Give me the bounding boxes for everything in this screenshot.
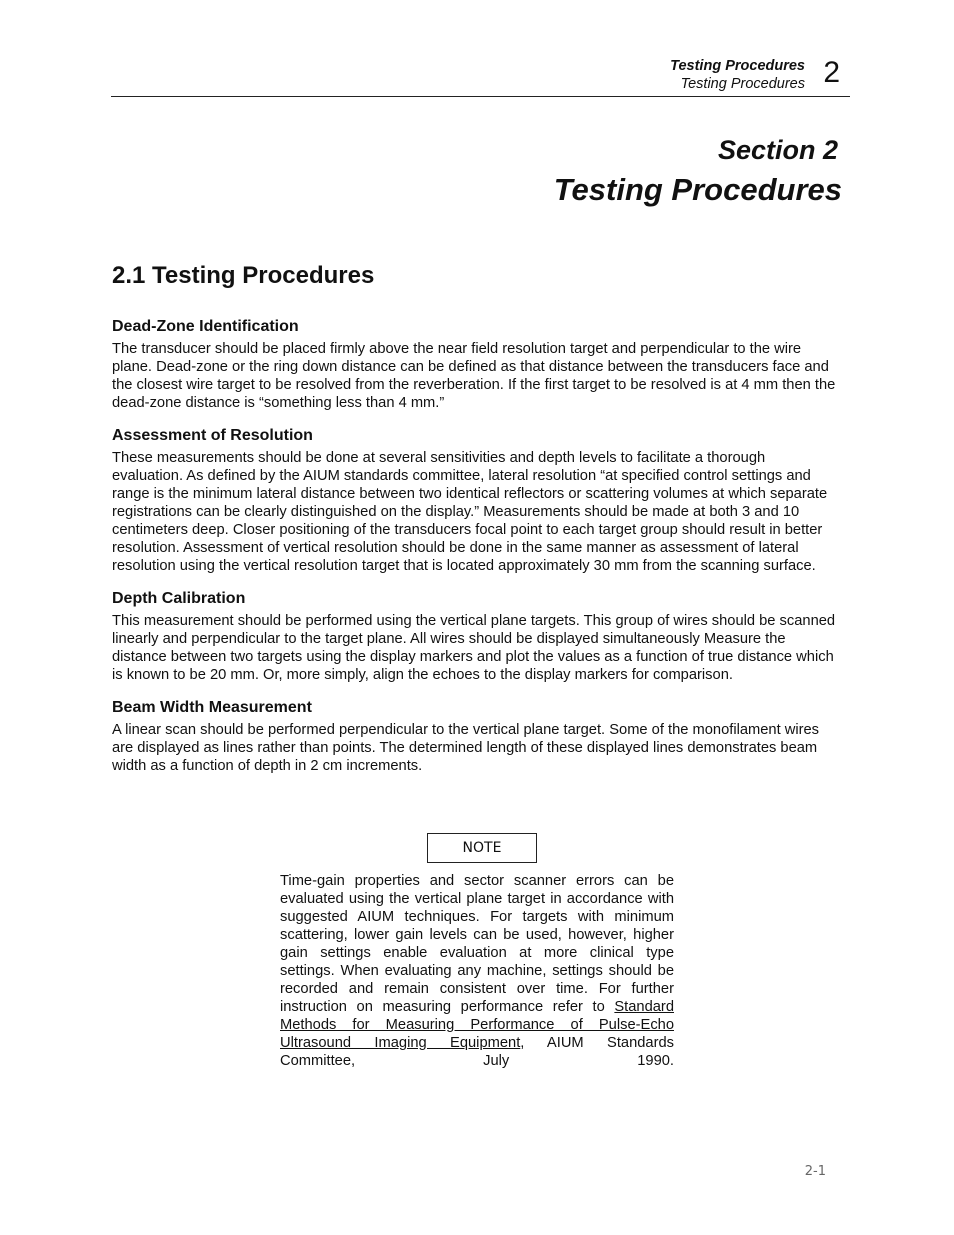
header-chapter-number: 2 (823, 56, 840, 89)
topic-dead-zone (112, 316, 840, 412)
subsection-heading: 2.1 Testing Procedures (112, 262, 375, 289)
page-number: 2-1 (804, 1164, 826, 1179)
note-label: NOTE (427, 833, 537, 863)
note-text (280, 872, 674, 1070)
note-text-after: , AIUM Standards Committee, July 1990. (280, 1035, 674, 1069)
note-reference-title: Standard Methods for Measuring Performance of Pulse-Echo Ultrasound Imaging Equipment (280, 999, 674, 1051)
topic-beam-width (112, 697, 840, 775)
header-section-title: Testing Procedures (680, 76, 805, 92)
topic-body: The transducer should be placed firmly above the near field resolution target and perpendicular to the wire plane. Dead-zone or the ring down distance can be defined as that distance between the transducers face and the closest wire target to be resolved from the reverberation. If the first target to be resolved is at 4 mm then the dead-zone distance is “something less than 4 mm.” (112, 341, 836, 411)
section-label: Section 2 (717, 135, 838, 165)
topic-body: A linear scan should be performed perpendicular to the vertical plane target. Some of the monofilament wires are displayed as lines rather than points. The determined length of these displayed lines demonstrates beam width as a function of depth in 2 cm increments. (112, 722, 820, 774)
running-header (111, 56, 850, 97)
header-chapter-title: Testing Procedures (670, 58, 805, 74)
topic-heading: Beam Width Measurement (112, 699, 312, 716)
section-title: Testing Procedures (553, 172, 842, 207)
topic-heading: Depth Calibration (112, 590, 246, 607)
header-text (670, 57, 805, 93)
topic-body: This measurement should be performed using the vertical plane targets. This group of wires should be scanned linearly and perpendicular to the target plane. All wires should be displayed simultaneously Measure the distance between two targets using the display markers and plot the values as a function of true distance which is known to be 20 mm. Or, more simply, align the echoes to the display markers for comparison. (112, 613, 836, 683)
topic-heading: Dead-Zone Identification (112, 318, 299, 335)
note-text-before: Time-gain properties and sector scanner errors can be evaluated using the vertical plane target in accordance with suggested AIUM techniques. For targets with minimum scattering, lower gain levels can be used, however, higher gain settings enable evaluation at more clinical type settings. When evaluating any machine, settings should be recorded and remain consistent over time. For further instruction on measuring performance refer to (280, 873, 674, 1015)
topic-body: These measurements should be done at several sensitivities and depth levels to facilitate a thorough evaluation. As defined by the AIUM standards committee, lateral resolution “at specified control settings and range is the minimum lateral distance between two identical reflectors or scattering volumes at which separate registrations can be clearly distinguished on the display.” Measurements should be made at both 3 and 10 centimeters deep. Closer positioning of the transducers focal point to each target group should result in better resolution. Assessment of vertical resolution should be done in the same manner as assessment of lateral resolution using the vertical resolution target that is located approximately 30 mm from the scanning surface. (112, 450, 828, 574)
main-content (112, 260, 840, 788)
topic-resolution (112, 425, 840, 575)
topic-depth-calibration (112, 588, 840, 684)
topic-heading: Assessment of Resolution (112, 427, 313, 444)
